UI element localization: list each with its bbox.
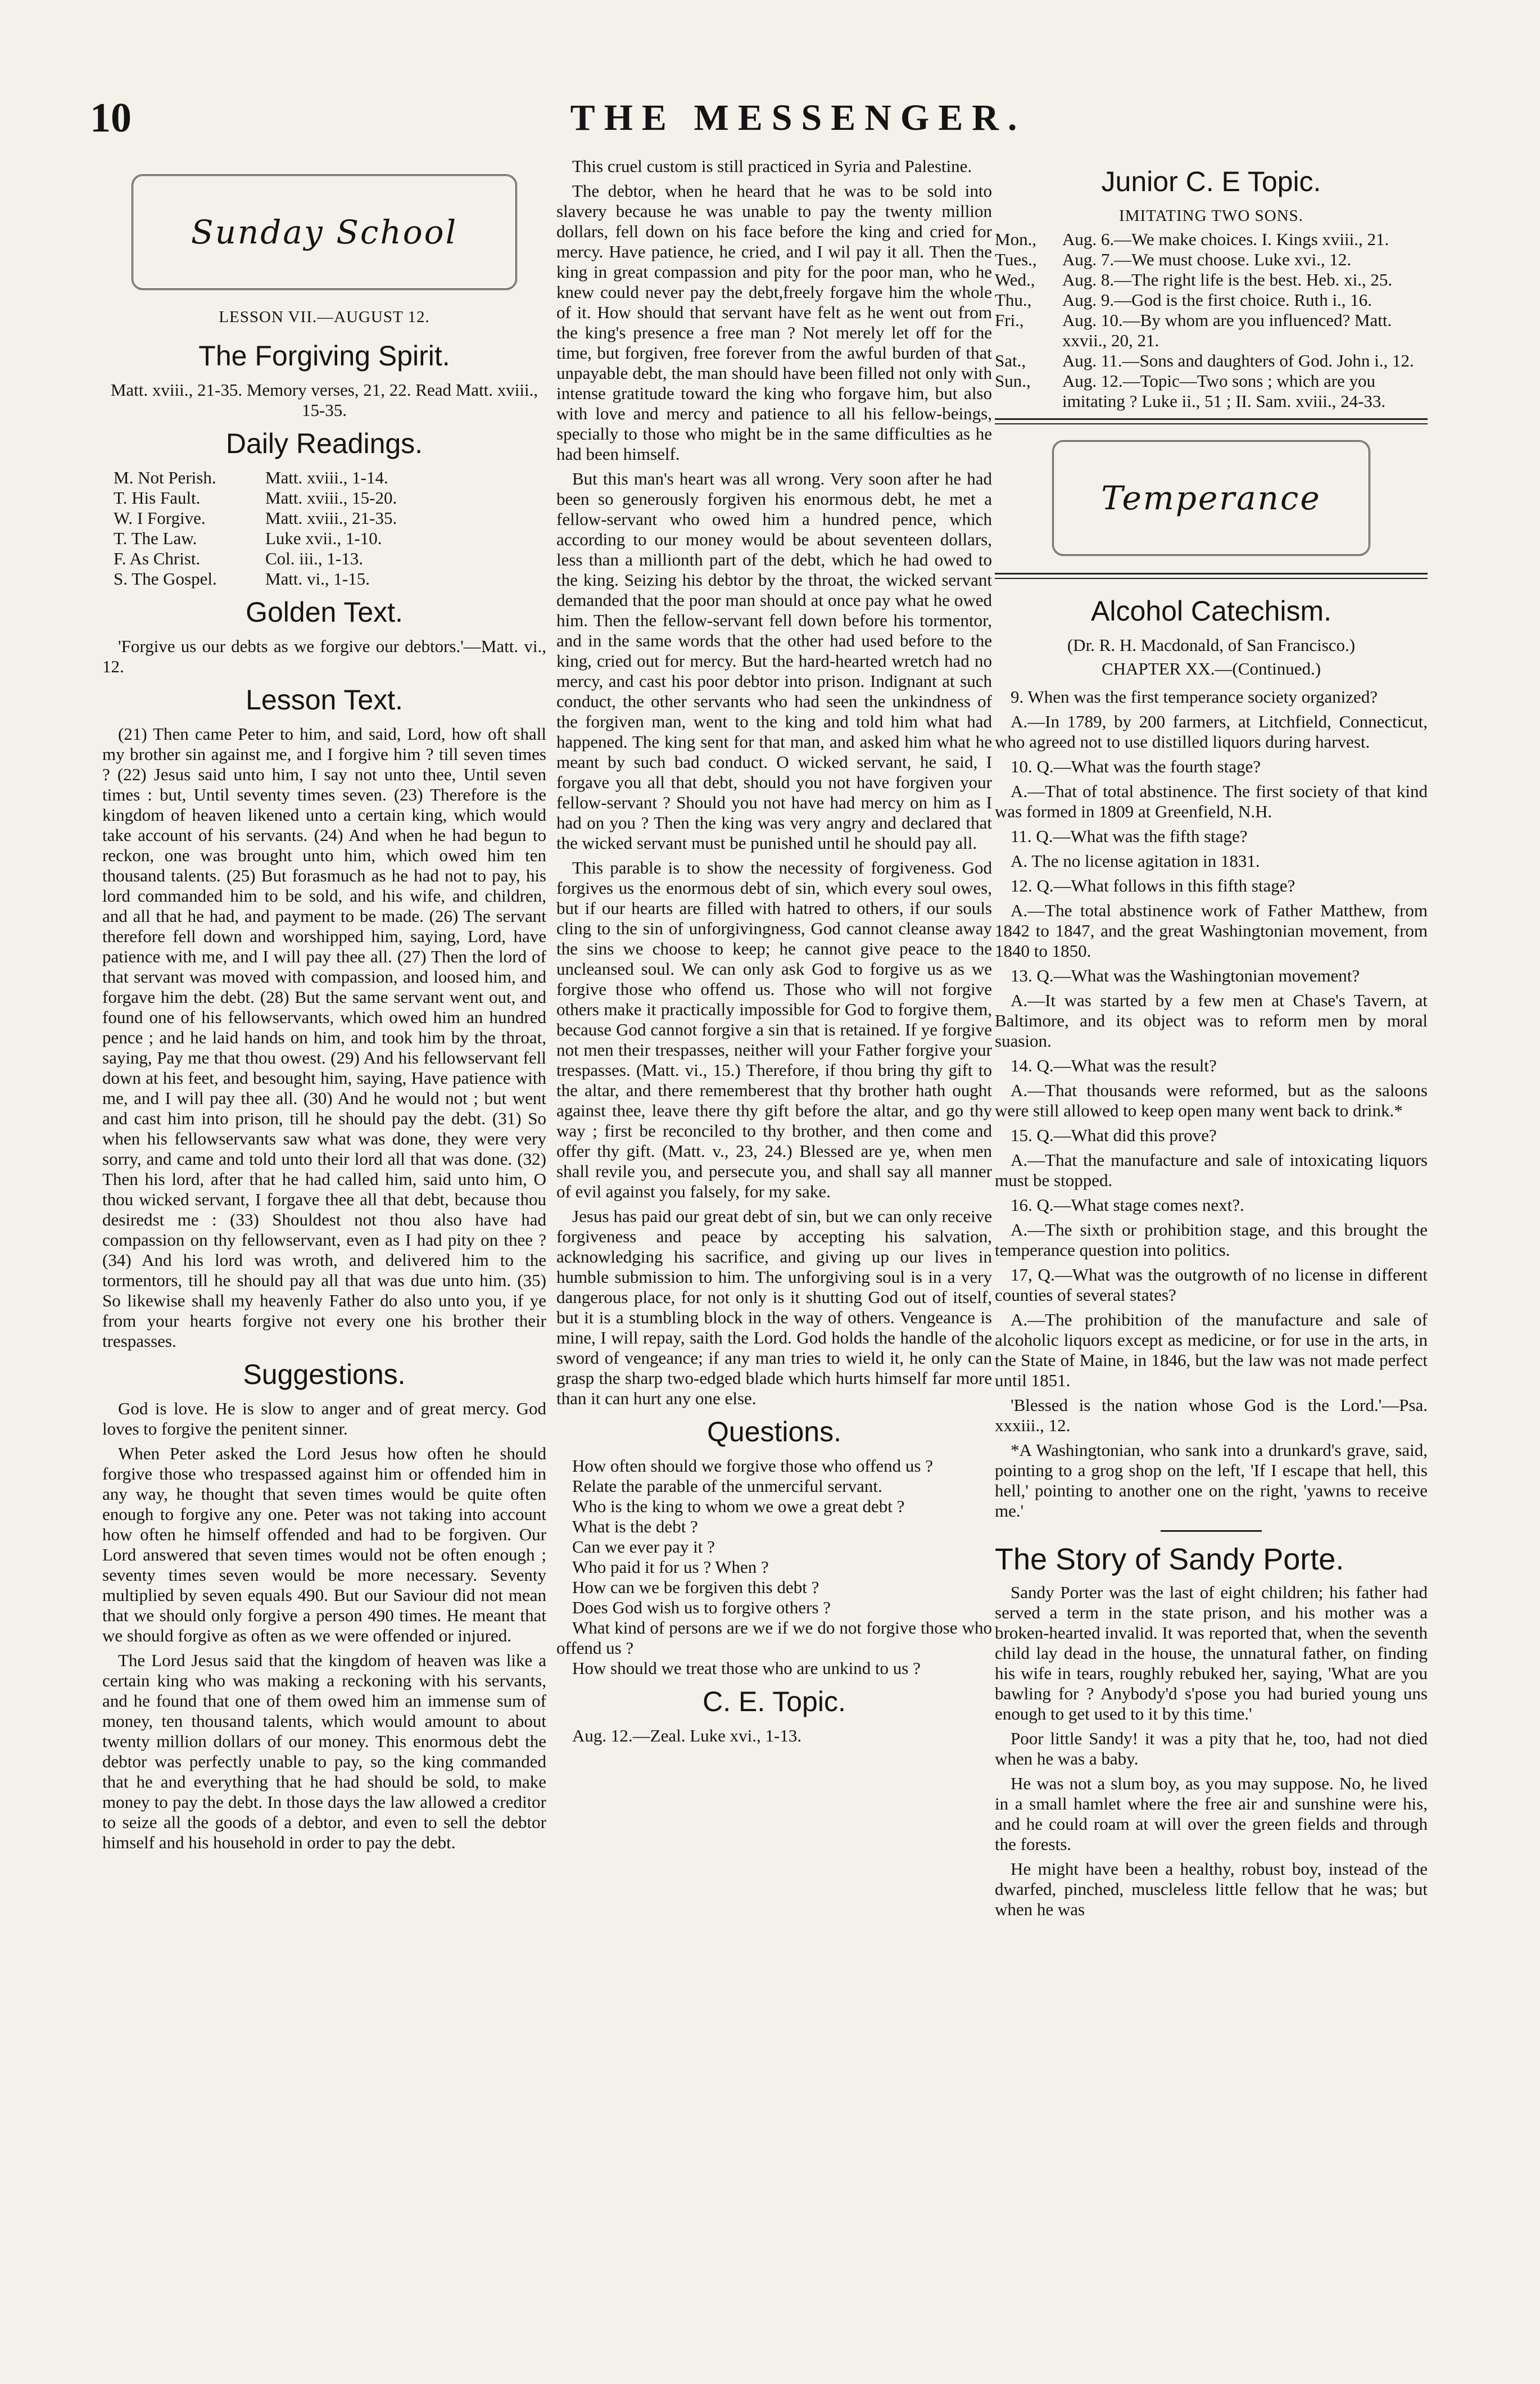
questions-heading: Questions. (706, 1416, 841, 1447)
suggestion-paragraph: The Lord Jesus said that the kingdom of heaven was like a certain king who was making a reckoning with his servants, and he found that one of them owed him an immense sum of money, ten thousand talents, which would amount to about twenty million dollars of our money. This enormous debt the debtor was perfectly unable to pay, so the king commanded that he and everything that he had should be sold, to make money to pay the debt. In those days the law allowed a creditor to seize all the goods of a debtor, and even to sell the debtor himself and his household in order to pay the debt. (102, 1650, 546, 1852)
section-divider-rule (995, 573, 1428, 579)
junior-ce-heading: Junior C. E Topic. (1101, 166, 1321, 197)
reading-row: W. I Forgive. Matt. xviii., 21-35. (114, 508, 397, 528)
topic-row: Sun., Aug. 12.—Topic—Two sons ; which are you imitating ? Luke ii., 51 ; II. Sam. xviii., 24-33. (995, 371, 1386, 411)
body-paragraph: The debtor, when he heard that he was to be sold into slavery because he was unable to pay the twenty million dollars, fell down on his face before the king and cried for mercy. Have patience, he cried, and I wil pay it all. Then the king in great compassion and pity for the poor man, who he knew could never pay the debt,freely forgave him the whole of it. How should that servant have felt as he went out from the king's presence a free man ? Not merely let off for the time, but forgiven, free forever from the awful burden of that unpayable debt, the man should have been filled not only with intense gratitude toward the king who forgave him, but also with love and mercy and patience to all his fellow-beings, specially to those who might be in the same difficulties as he had been himself. (556, 181, 992, 464)
topic-row: Mon., Aug. 6.—We make choices. I. Kings xviii., 21. (995, 229, 1389, 249)
catechism-item: A.—That the manufacture and sale of intoxicating liquors must be stopped. (995, 1150, 1428, 1190)
alcohol-catechism-heading: Alcohol Catechism. (1091, 595, 1331, 627)
body-paragraph: This cruel custom is still practiced in Syria and Palestine. (572, 156, 972, 176)
story-heading: The Story of Sandy Porte. (995, 1542, 1344, 1576)
golden-text: 'Forgive us our debts as we forgive our debtors.'—Matt. vi., 12. (102, 636, 546, 676)
question-item: How should we treat those who are unkind to us ? (572, 1658, 921, 1678)
alcohol-catechism-chapter: CHAPTER XX.—(Continued.) (1101, 659, 1321, 678)
reading-row: M. Not Perish. Matt. xviii., 1-14. (114, 468, 388, 487)
topic-row: Sat., Aug. 11.—Sons and daughters of God. John i., 12. (995, 351, 1414, 370)
story-paragraph: He might have been a healthy, robust boy, instead of the dwarfed, pinched, muscleless little fellow that he was; but when he was (995, 1859, 1428, 1919)
catechism-item: A.—In 1789, by 200 farmers, at Litchfield, Connecticut, who agreed not to use distilled liquors during harvest. (995, 712, 1428, 752)
catechism-item: 11. Q.—What was the fifth stage? (1011, 826, 1248, 846)
body-paragraph: But this man's heart was all wrong. Very soon after he had been so generously forgiven his enormous debt, he met a fellow-servant who owed him a hundred pence, which according to our money would be about seventeen dollars, less than a millionth part of the debt, which he had owed to the king. Seizing his debtor by the throat, the wicked servant demanded that the poor man should at once pay what he owed him. Then the fellow-servant fell down before his tormentor, and in the same words that the other had used before to the king, cried out for mercy. But the hard-hearted wretch had no mercy, and cast his poor debtor into prison. Indignant at such conduct, the other servants who had seen the unkindness of the forgiven man, went to the king and told him what had happened. The king sent for that man, and asked him what he meant by such bad conduct. O wicked servant, he said, I forgave you all that debt, should you not have forgiven your fellow-servant ? Should you not have had mercy on him as I had on you ? Then the king was very angry and declared that the wicked servant must be punished until he should pay all. (556, 469, 992, 853)
question-item: Does God wish us to forgive others ? (572, 1598, 831, 1617)
column-sunday-school (102, 159, 546, 1857)
question-item: Relate the parable of the unmerciful servant. (572, 1476, 882, 1496)
question-item: Who paid it for us ? When ? (572, 1557, 769, 1577)
alcohol-catechism-author: (Dr. R. H. Macdonald, of San Francisco.) (1067, 635, 1356, 655)
question-item: Who is the king to whom we owe a great debt ? (572, 1496, 905, 1516)
questions-list (556, 1456, 992, 1679)
catechism-item: A.—The sixth or prohibition stage, and this brought the temperance question into politics. (995, 1220, 1428, 1260)
lesson-title: The Forgiving Spirit. (198, 340, 450, 372)
body-paragraph: Jesus has paid our great debt of sin, but we can only receive forgiveness and peace by accepting his salvation, acknowledging his sacrifice, and giving up our lives in humble submission to him. The unforgiving soul is in a very dangerous place, for not only is it shutting God out of itself, but it is a stumbling block in the way of others. Vengeance is mine, I will repay, saith the Lord. God holds the handle of the sword of vengeance; if any man tries to wield it, he only can grasp the sharp two-edged blade which hurts himself far more than it can hurt any one else. (556, 1206, 992, 1408)
reading-row: S. The Gospel. Matt. vi., 1-15. (114, 569, 370, 589)
catechism-item: 10. Q.—What was the fourth stage? (1011, 757, 1261, 776)
topic-row: Wed., Aug. 8.—The right life is the best. Heb. xi., 25. (995, 270, 1393, 289)
topic-row: Tues., Aug. 7.—We must choose. Luke xvi., 12. (995, 250, 1352, 269)
suggestion-paragraph: God is love. He is slow to anger and of great mercy. God loves to forgive the penitent sinner. (102, 1399, 546, 1438)
short-divider (1161, 1530, 1262, 1532)
story-paragraph: He was not a slum boy, as you may suppose. No, he lived in a small hamlet where the free air and sunshine were his, and he could roam at will over the green fields and through the forests. (995, 1774, 1428, 1854)
lesson-text-heading: Lesson Text. (246, 684, 403, 716)
page-number: 10 (90, 95, 132, 141)
catechism-item: A.—That thousands were reformed, but as the saloons were still allowed to keep open many went back to drink.* (995, 1080, 1428, 1120)
junior-ce-subtitle: IMITATING TWO SONS. (1119, 207, 1303, 225)
golden-text-heading: Golden Text. (246, 596, 403, 628)
lesson-reference: Matt. xviii., 21-35. Memory verses, 21, 22. Read Matt. xviii., 15-35. (110, 380, 538, 420)
suggestions-heading: Suggestions. (243, 1359, 406, 1390)
catechism-item: *A Washingtonian, who sank into a drunkard's grave, said, pointing to a grog shop on the left, 'If I escape that hell, this hell,' pointing to another one on the right, 'yawns to receive me.' (995, 1440, 1428, 1521)
page-header (90, 94, 1461, 145)
story-paragraph: Poor little Sandy! it was a pity that he, too, had not died when he was a baby. (995, 1729, 1428, 1768)
ce-topic-text: Aug. 12.—Zeal. Luke xvi., 1-13. (572, 1726, 802, 1745)
question-item: What is the debt ? (572, 1517, 698, 1536)
body-paragraph: This parable is to show the necessity of forgiveness. God forgives us the enormous debt of sin, which every soul owes, but if our hearts are filled with hatred to others, if our souls cling to the sin of unforgivingness, God cannot cleanse away the sins we choose to keep; he cannot give peace to the uncleansed soul. We can only ask God to forgive us as we forgive those who offend us. Those who will not forgive others make it practically impossible for God to forgive them, because God cannot forgive a sin that is retained. If ye forgive not men their trespasses, neither will your Father forgive your trespasses. (Matt. vi., 15.) Therefore, if thou bring thy gift to the altar, and there rememberest that thy brother hath ought against thee, leave there thy gift before the altar, and go thy way ; first be reconciled to thy brother, and then come and offer thy gift. (Matt. v., 23, 24.) Blessed are ye, when men shall revile you, and persecute you, and shall say all manner of evil against you falsely, for my sake. (556, 858, 992, 1201)
catechism-item: 'Blessed is the nation whose God is the Lord.'—Psa. xxxiii., 12. (995, 1395, 1428, 1435)
catechism-item: 9. When was the first temperance society organized? (1011, 687, 1378, 707)
reading-row: T. The Law. Luke xvii., 1-10. (114, 528, 382, 548)
daily-readings-list (102, 468, 546, 589)
section-divider-rule (995, 418, 1428, 424)
column-lesson-continued (556, 156, 992, 1750)
suggestion-paragraph: When Peter asked the Lord Jesus how often he should forgive those who trespassed against him or offended him in any way, he thought that seven times would be quite often enough to forgive any one. Peter was not taking into account how often he himself offended and had to be forgiven. Our Lord answered that seven times would not be often enough ; seventy times seven would be more necessary. Seventy multiplied by seven equals 490. But our Saviour did not mean that we should only forgive a person 490 times. He meant that we should forgive as often as we were offended or injured. (102, 1444, 546, 1645)
daily-readings-heading: Daily Readings. (225, 428, 423, 459)
catechism-item: 14. Q.—What was the result? (1011, 1056, 1217, 1075)
catechism-item: A.—It was started by a few men at Chase's Tavern, at Baltimore, and its object was to reform men by moral suasion. (995, 990, 1428, 1051)
ce-topic-heading: C. E. Topic. (703, 1686, 846, 1717)
catechism-item: 16. Q.—What stage comes next?. (1011, 1195, 1244, 1215)
lesson-text: (21) Then came Peter to him, and said, Lord, how oft shall my brother sin against me, and I forgive him ? till seven times ? (22) Jesus said unto him, I say not unto thee, Until seven times : but, Until seventy times seven. (23) Therefore is the kingdom of heaven likened unto a certain king, which would take account of his servants. (24) And when he had begun to reckon, one was brought unto him, which owed him ten thousand talents. (25) But forasmuch as he had not to pay, his lord commanded him to be sold, and his wife, and children, and all that he had, and payment to be made. (26) The servant therefore fell down and worshipped him, saying, Lord, have patience with me, and I will pay thee all. (27) Then the lord of that servant was moved with compassion, and loosed him, and forgave him the debt. (28) But the same servant went out, and found one of his fellowservants, which owed him an hundred pence ; and he laid hands on him, and took him by the throat, saying, Pay me that thou owest. (29) And his fellowservant fell down at his feet, and besought him, saying, Have patience with me, and I will pay thee all. (30) And he would not ; but went and cast him into prison, till he should pay the debt. (31) So when his fellowservants saw what was done, they were very sorry, and came and told unto their lord all that was done. (32) Then his lord, after that he had called him, said unto him, O thou wicked servant, I forgave thee all that debt, because thou desiredst me : (33) Shouldest not thou also have had compassion on thy fellowservant, even as I had pity on thee ? (34) And his lord was wroth, and delivered him to the tormentors, till he should pay all that was due unto him. (35) So likewise shall my heavenly Father do also unto you, if ye from your hearts forgive not every one his brother their trespasses. (102, 724, 546, 1351)
catechism-list (995, 687, 1428, 1521)
reading-row: F. As Christ. Col. iii., 1-13. (114, 549, 363, 568)
story-paragraph: Sandy Porter was the last of eight children; his father had served a term in the state prison, and his mother was a broken-hearted invalid. It was reported that, when the seventh child lay dead in the house, the unnatural father, on finding his wife in tears, roughly rebuked her, saying, 'What are you bawling for ? Anybody'd s'pose you had buried young uns enough to get used to it by this time.' (995, 1582, 1428, 1723)
junior-topic-list (995, 229, 1428, 411)
catechism-item: A. The no license agitation in 1831. (1011, 851, 1260, 871)
reading-row: T. His Fault. Matt. xviii., 15-20. (114, 488, 397, 508)
question-item: Can we ever pay it ? (572, 1537, 715, 1557)
lesson-label: LESSON VII.—AUGUST 12. (219, 308, 430, 326)
catechism-item: A.—That of total abstinence. The first society of that kind was formed in 1809 at Greenfield, N.H. (995, 781, 1428, 821)
question-item: How can we be forgiven this debt ? (572, 1577, 819, 1597)
catechism-item: 13. Q.—What was the Washingtonian movement? (1011, 966, 1360, 985)
catechism-item: A.—The total abstinence work of Father Matthew, from 1842 to 1847, and the great Washingtonian movement, from 1840 to 1850. (995, 901, 1428, 961)
catechism-item: 17, Q.—What was the outgrowth of no license in different counties of several states? (995, 1265, 1428, 1305)
masthead-title: THE MESSENGER. (570, 97, 1026, 138)
column-junior-temperance (995, 159, 1428, 1924)
topic-row: Fri., Aug. 10.—By whom are you influenced? Matt. xxvii., 20, 21. (995, 310, 1392, 350)
catechism-item: 12. Q.—What follows in this fifth stage? (1011, 876, 1296, 895)
question-item: What kind of persons are we if we do not forgive those who offend us ? (556, 1618, 992, 1658)
catechism-item: 15. Q.—What did this prove? (1011, 1125, 1217, 1145)
catechism-item: A.—The prohibition of the manufacture and sale of alcoholic liquors except as medicine, or for use in the arts, in the State of Maine, in 1846, but the law was not made perfect until 1851. (995, 1310, 1428, 1390)
topic-row: Thu., Aug. 9.—God is the first choice. Ruth i., 16. (995, 290, 1373, 310)
sunday-school-ornament-heading: Sunday School (132, 174, 517, 290)
temperance-ornament-heading: Temperance (1052, 440, 1370, 556)
question-item: How often should we forgive those who offend us ? (572, 1456, 933, 1476)
